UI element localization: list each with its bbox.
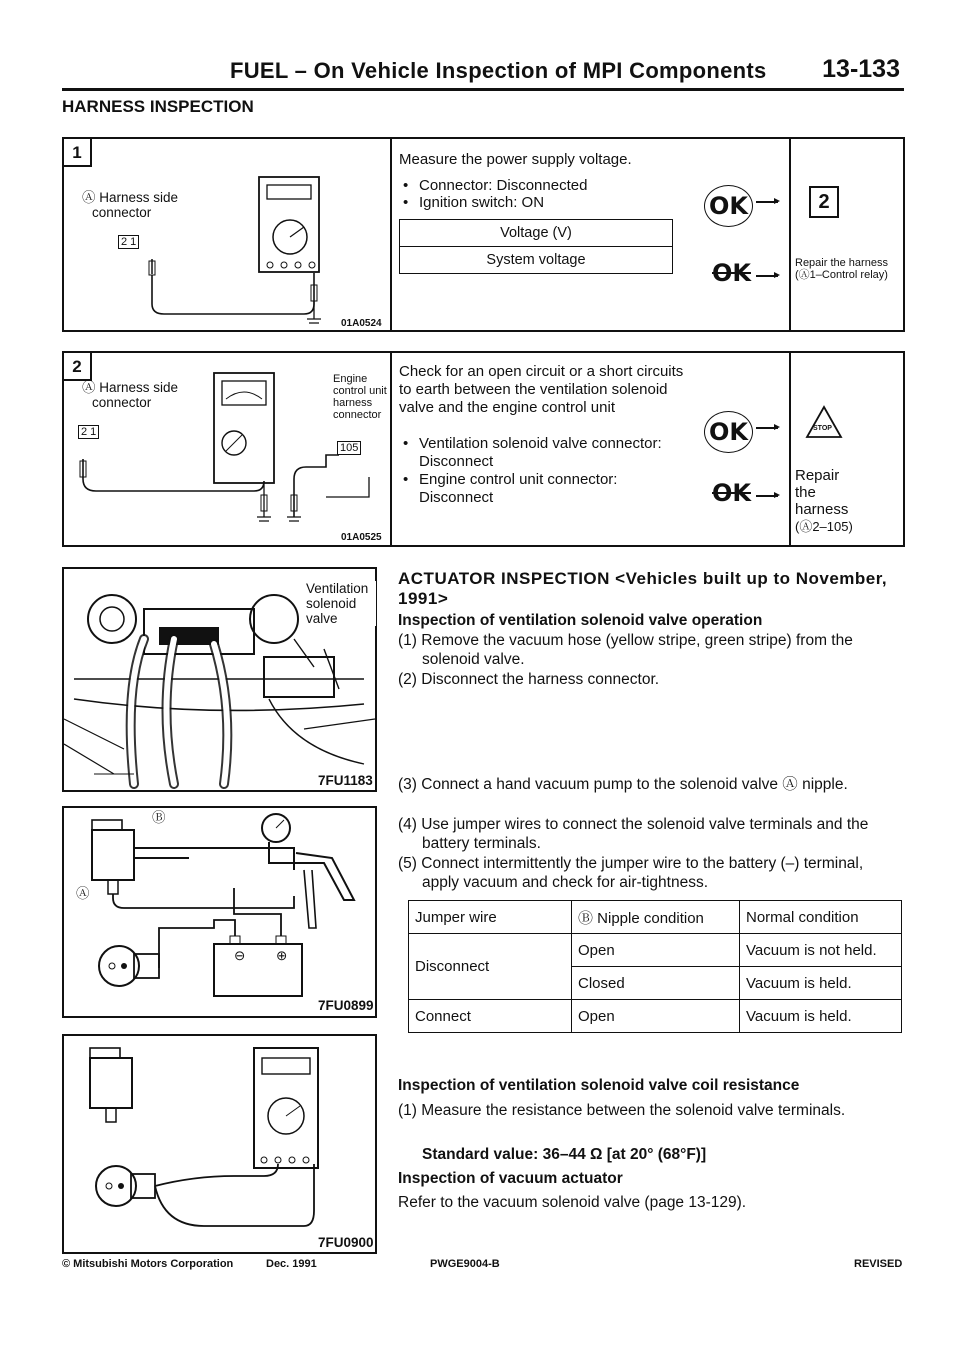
step2-fig-label: Ⓐ Harness side [82,380,179,395]
fig-coil-resistance-test [62,1034,377,1254]
step1-multimeter-diagram [104,169,374,329]
table-header-row [409,901,902,934]
actuator-step-3: (3) Connect a hand vacuum pump to the solenoid valve Ⓐ nipple. [398,776,848,793]
step2-ng-result-3: harness [795,501,849,518]
step1-table-header: Voltage (V) [400,220,673,247]
fig3-code: 7FU1183 [318,773,373,788]
page-header-title: FUEL – On Vehicle Inspection of MPI Components [230,58,767,83]
step2-stop-sign [805,405,843,444]
step1-fig-code: 01A0524 [341,318,382,329]
fig4-label-b: Ⓑ [152,810,166,825]
actuator-step-5: (5) Connect intermittently the jumper wire to the battery (–) terminal, apply vacuum and check for air-tightness. [398,855,864,891]
step1-bullet-1: • Connector: Disconnected [419,177,587,195]
step2-fig-label2: connector [92,395,152,410]
step2-bullet-2: • Engine control unit connector: Disconnect [419,471,679,507]
nipple-condition-table [408,900,902,1033]
table-cell: Closed [572,967,740,1000]
step1-fig-label: Ⓐ Harness side [82,190,179,205]
footer-code: PWGE9004-B [430,1258,500,1270]
step2-connector-pins: 2 1 [78,425,99,439]
step1-ng-mark: OK [712,259,751,287]
step1-ok-result: 2 [809,186,839,218]
table-header-cell: Jumper wire [409,901,572,934]
vacuum-pump-circuit-diagram [64,808,375,1016]
step1-box [62,137,905,332]
step2-number: 2 [64,353,92,381]
step2-ecu-pin: 105 [337,441,361,455]
page-number: 13-133 [822,55,900,83]
fig-ventilation-valve [62,567,377,792]
footer-date: Dec. 1991 [266,1258,317,1270]
actuator-step-1: (1) Remove the vacuum hose (yellow stripe, green stripe) from the solenoid valve. [398,632,853,668]
header-rule [62,88,904,91]
table-cell: Disconnect [409,934,572,1000]
step1-ng-result: Repair the harness (Ⓐ1–Control relay) [795,257,888,281]
step2-ng-result-2: the [795,484,816,501]
step2-ng-result-4: (Ⓐ2–105) [795,519,853,534]
table-cell: Connect [409,1000,572,1033]
actuator-sub2: Inspection of ventilation solenoid valve coil resistance [398,1077,800,1094]
table-row [409,1000,902,1033]
actuator-sub3: Inspection of vacuum actuator [398,1170,623,1187]
table-row [409,934,902,967]
step1-fig-label2: connector [92,205,152,220]
step1-connector-pins: 2 1 [118,235,139,249]
footer-status: REVISED [854,1258,903,1270]
fig4-label-a: Ⓐ [76,886,90,901]
table-cell: Open [572,934,740,967]
step1-number: 1 [64,139,92,167]
step2-instruction: Check for an open circuit or a short circuits to earth between the ventilation solenoid valve and the engine control unit [399,363,684,416]
fig5-code: 7FU0900 [318,1235,374,1250]
table-header-cell: Normal condition [740,901,902,934]
step2-box [62,351,905,547]
fig3-label: Ventilation solenoid valve [306,581,376,626]
step2-ok-result: STOP [813,425,832,432]
step2-ok-mark: OK [704,411,753,453]
actuator-heading: ACTUATOR INSPECTION <Vehicles built up to November, 1991> [398,569,888,608]
step1-bullet-2: • Ignition switch: ON [419,194,544,212]
table-cell: Vacuum is held. [740,967,902,1000]
step1-ok-mark: OK [704,185,753,227]
step2-ecu-label: Engine control unit harness connector [333,373,387,421]
refer-text: Refer to the vacuum solenoid valve (page 13-129). [398,1194,747,1211]
step1-voltage-table [399,219,673,274]
actuator-step-4: (4) Use jumper wires to connect the solenoid valve terminals and the battery terminals. [398,816,869,852]
actuator-sub1: Inspection of ventilation solenoid valve operation [398,612,763,629]
table-cell: Vacuum is held. [740,1000,902,1033]
footer-copyright: © Mitsubishi Motors Corporation [62,1258,234,1270]
fig4-code: 7FU0899 [318,998,374,1013]
fig-vacuum-pump-test [62,806,377,1018]
step2-bullet-1: • Ventilation solenoid valve connector: Disconnect [419,435,679,471]
table-cell: Open [572,1000,740,1033]
section-title: HARNESS INSPECTION [62,97,254,116]
step2-fig-code: 01A0525 [341,532,382,543]
table-header-cell: Ⓑ Nipple condition [572,901,740,934]
actuator-step-2: (2) Disconnect the harness connector. [398,671,660,688]
fig4-minus: ⊖ [234,948,246,963]
coil-resistance-diagram [64,1036,375,1252]
table-cell: Vacuum is not held. [740,934,902,967]
step2-ng-result-1: Repair [795,467,840,484]
step2-ng-mark: OK [712,479,751,507]
step2-ohmmeter-diagram [64,367,390,537]
step1-instruction: Measure the power supply voltage. [399,151,632,168]
step1-table-value: System voltage [400,247,673,274]
standard-value: Standard value: 36–44 Ω [at 20° (68°F)] [422,1146,707,1163]
fig4-plus: ⊕ [276,948,288,963]
coil-step-1: (1) Measure the resistance between the solenoid valve terminals. [398,1102,846,1119]
